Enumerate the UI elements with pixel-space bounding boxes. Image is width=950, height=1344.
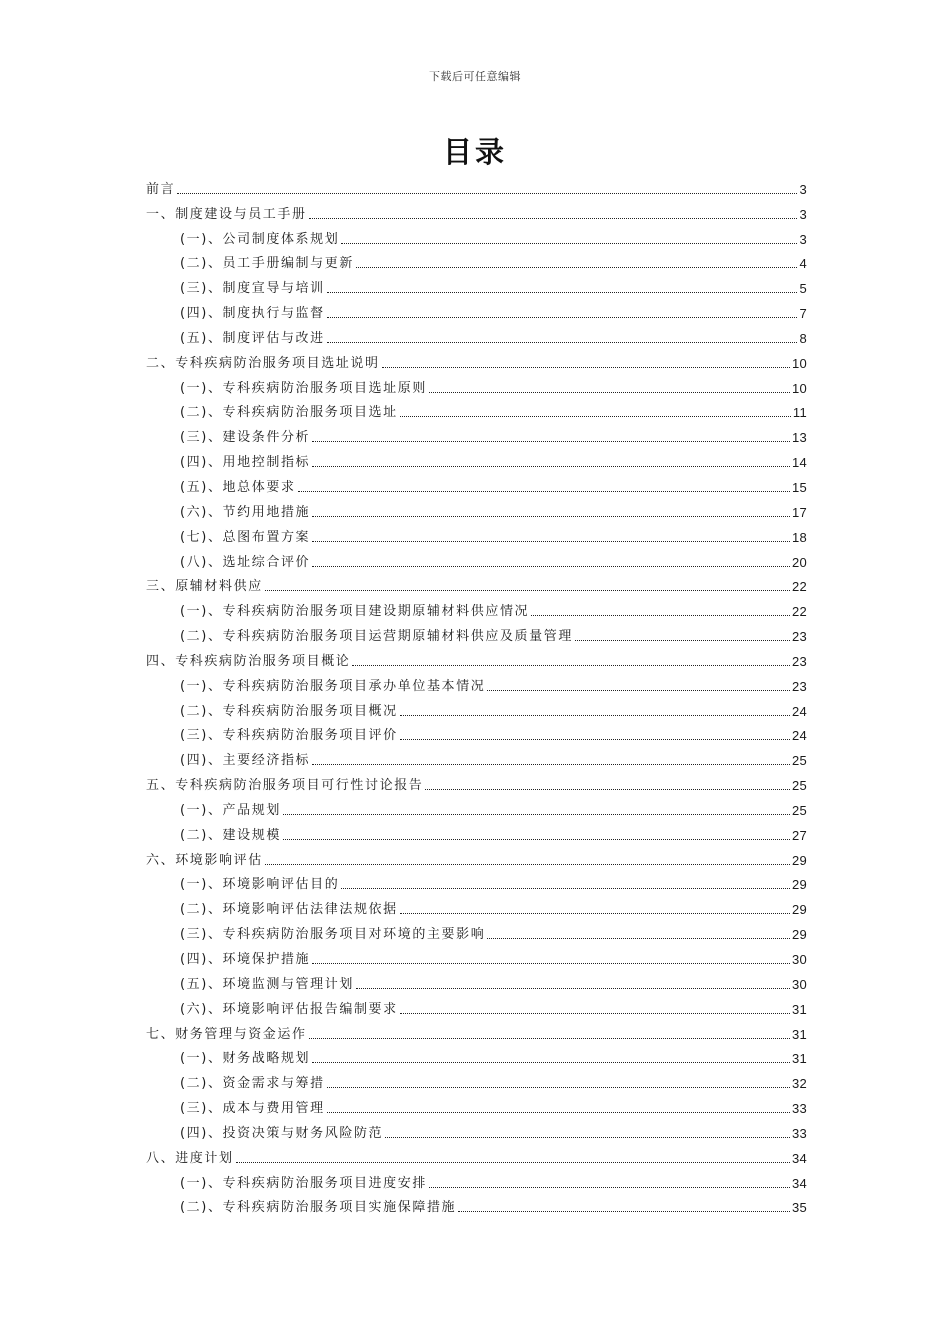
- toc-entry-title: (二)、环境影响评估法律法规依据: [180, 902, 398, 918]
- toc-entry-title: (二)、建设规模: [180, 827, 281, 843]
- toc-page-number: 35: [791, 1200, 807, 1216]
- toc-entry[interactable]: [146, 201, 807, 226]
- toc-entry[interactable]: [146, 747, 807, 772]
- toc-entry-title: 四、专科疾病防治服务项目概论: [146, 653, 351, 669]
- toc-page-number: 10: [791, 355, 807, 371]
- toc-entry[interactable]: [146, 275, 807, 300]
- toc-dot-leader: [298, 491, 790, 492]
- toc-page-number: 30: [791, 952, 807, 967]
- toc-entry-title: (五)、制度评估与改进: [180, 330, 325, 346]
- toc-page-number: 20: [791, 554, 807, 570]
- toc-entry[interactable]: [146, 921, 807, 946]
- toc-entry[interactable]: [146, 400, 807, 425]
- toc-entry-title: (六)、环境影响评估报告编制要求: [180, 1001, 398, 1017]
- toc-page-number: 15: [791, 479, 807, 495]
- toc-page-number: 25: [791, 753, 807, 769]
- toc-entry[interactable]: [146, 847, 807, 872]
- toc-entry[interactable]: [146, 549, 807, 574]
- toc-dot-leader: [385, 1137, 790, 1138]
- toc-page-number: 22: [791, 579, 807, 595]
- toc-entry[interactable]: [146, 648, 807, 673]
- toc-dot-leader: [312, 466, 790, 467]
- toc-entry[interactable]: [146, 1095, 807, 1120]
- toc-dot-leader: [327, 317, 798, 318]
- toc-page-number: 29: [791, 927, 807, 943]
- toc-page-number: 24: [791, 728, 807, 744]
- toc-entry-title: (二)、专科疾病防治服务项目概况: [180, 703, 398, 719]
- toc-dot-leader: [312, 764, 790, 765]
- toc-entry-title: (三)、专科疾病防治服务项目评价: [180, 728, 398, 744]
- toc-dot-leader: [487, 690, 790, 691]
- toc-entry[interactable]: [146, 1021, 807, 1046]
- toc-entry-title: (一)、专科疾病防治服务项目承办单位基本情况: [180, 678, 486, 694]
- toc-page-number: 8: [799, 330, 807, 346]
- toc-dot-leader: [283, 814, 790, 815]
- toc-entry[interactable]: [146, 623, 807, 648]
- toc-entry[interactable]: [146, 698, 807, 723]
- toc-page-number: 33: [791, 1125, 807, 1141]
- toc-entry[interactable]: [146, 673, 807, 698]
- toc-page-number: 13: [791, 430, 807, 446]
- toc-entry-title: (五)、环境监测与管理计划: [180, 976, 354, 992]
- toc-page-number: 22: [791, 604, 807, 620]
- toc-entry[interactable]: [146, 1120, 807, 1145]
- toc-page-number: 29: [791, 902, 807, 918]
- toc-entry-title: 一、制度建设与员工手册: [146, 206, 307, 222]
- toc-entry-title: (二)、专科疾病防治服务项目选址: [180, 405, 398, 421]
- toc-entry[interactable]: [146, 474, 807, 499]
- toc-entry[interactable]: [146, 375, 807, 400]
- toc-entry-title: (七)、总图布置方案: [180, 529, 311, 545]
- toc-entry-title: (三)、成本与费用管理: [180, 1101, 325, 1117]
- toc-page-number: 23: [791, 629, 807, 645]
- toc-page-number: 33: [791, 1101, 807, 1117]
- toc-dot-leader: [400, 739, 790, 740]
- toc-dot-leader: [575, 640, 790, 641]
- toc-entry-title: (四)、投资决策与财务风险防范: [180, 1125, 384, 1141]
- toc-entry-title: (一)、财务战略规划: [180, 1051, 311, 1067]
- toc-entry-title: (四)、用地控制指标: [180, 455, 311, 471]
- toc-entry[interactable]: [146, 325, 807, 350]
- toc-entry-title: (六)、节约用地措施: [180, 504, 311, 520]
- toc-entry[interactable]: [146, 1070, 807, 1095]
- toc-dot-leader: [312, 516, 790, 517]
- toc-dot-leader: [341, 888, 790, 889]
- toc-page-number: 25: [791, 802, 807, 818]
- toc-page-number: 29: [791, 852, 807, 868]
- toc-dot-leader: [312, 963, 790, 964]
- toc-dot-leader: [327, 1112, 790, 1113]
- toc-dot-leader: [265, 864, 790, 865]
- toc-entry-title: (三)、专科疾病防治服务项目对环境的主要影响: [180, 927, 486, 943]
- toc-dot-leader: [487, 938, 790, 939]
- toc-page-number: 23: [791, 678, 807, 694]
- toc-entry[interactable]: [146, 176, 807, 201]
- toc-entry-title: (二)、专科疾病防治服务项目运营期原辅材料供应及质量管理: [180, 629, 573, 645]
- toc-dot-leader: [531, 615, 790, 616]
- toc-dot-leader: [458, 1211, 790, 1212]
- toc-entry-title: 七、财务管理与资金运作: [146, 1026, 307, 1042]
- toc-dot-leader: [327, 292, 798, 293]
- toc-entry[interactable]: [146, 1170, 807, 1195]
- toc-entry-title: (一)、专科疾病防治服务项目进度安排: [180, 1175, 427, 1191]
- toc-entry[interactable]: [146, 424, 807, 449]
- toc-entry-title: 前言: [146, 181, 176, 197]
- table-of-contents: [146, 176, 807, 1219]
- toc-entry[interactable]: [146, 300, 807, 325]
- toc-entry[interactable]: [146, 946, 807, 971]
- toc-entry[interactable]: [146, 226, 807, 251]
- toc-page-number: 24: [791, 703, 807, 719]
- toc-page-number: 11: [792, 405, 807, 421]
- toc-page-number: 14: [791, 455, 807, 471]
- toc-entry-title: (三)、制度宣导与培训: [180, 281, 325, 297]
- toc-page-number: 29: [791, 877, 807, 893]
- toc-page-number: 5: [799, 281, 807, 297]
- toc-entry[interactable]: [146, 872, 807, 897]
- toc-dot-leader: [356, 267, 798, 268]
- toc-entry-title: (一)、产品规划: [180, 802, 281, 818]
- toc-entry-title: (五)、地总体要求: [180, 479, 296, 495]
- toc-entry-title: 六、环境影响评估: [146, 852, 263, 868]
- toc-dot-leader: [425, 789, 790, 790]
- toc-entry[interactable]: [146, 574, 807, 599]
- toc-dot-leader: [283, 839, 790, 840]
- toc-dot-leader: [400, 913, 790, 914]
- toc-entry-title: (二)、专科疾病防治服务项目实施保障措施: [180, 1200, 457, 1216]
- toc-page-number: 18: [791, 529, 807, 545]
- toc-page-number: 10: [791, 380, 807, 396]
- toc-dot-leader: [327, 342, 798, 343]
- toc-dot-leader: [177, 193, 797, 194]
- toc-entry[interactable]: [146, 1145, 807, 1170]
- toc-entry[interactable]: [146, 896, 807, 921]
- toc-page-number: 3: [799, 206, 807, 222]
- toc-entry-title: (四)、环境保护措施: [180, 952, 311, 967]
- toc-entry[interactable]: [146, 822, 807, 847]
- toc-dot-leader: [236, 1162, 790, 1163]
- toc-page-number: 30: [791, 976, 807, 992]
- toc-page-number: 31: [791, 1051, 807, 1067]
- toc-entry-title: (三)、建设条件分析: [180, 430, 311, 446]
- toc-dot-leader: [327, 1087, 790, 1088]
- toc-entry-title: (一)、专科疾病防治服务项目建设期原辅材料供应情况: [180, 604, 530, 620]
- toc-entry-title: (一)、公司制度体系规划: [180, 231, 340, 247]
- toc-page-number: 25: [791, 778, 807, 794]
- toc-entry[interactable]: [146, 772, 807, 797]
- page-title: 目录: [442, 135, 507, 169]
- toc-entry-title: (一)、环境影响评估目的: [180, 877, 340, 893]
- toc-page-number: 17: [791, 504, 807, 520]
- toc-entry[interactable]: [146, 797, 807, 822]
- toc-entry[interactable]: [146, 971, 807, 996]
- toc-page-number: 31: [791, 1026, 807, 1042]
- toc-entry-title: (一)、专科疾病防治服务项目选址原则: [180, 380, 427, 396]
- toc-page-number: 23: [791, 653, 807, 669]
- toc-dot-leader: [309, 1038, 790, 1039]
- toc-entry[interactable]: [146, 723, 807, 748]
- toc-entry-title: (四)、制度执行与监督: [180, 306, 325, 322]
- toc-entry[interactable]: [146, 524, 807, 549]
- toc-dot-leader: [265, 590, 790, 591]
- header-note: 下载后可任意编辑: [429, 70, 521, 83]
- toc-entry[interactable]: [146, 598, 807, 623]
- toc-page-number: 7: [799, 306, 807, 322]
- toc-page-number: 34: [791, 1175, 807, 1191]
- toc-entry[interactable]: [146, 449, 807, 474]
- toc-entry-title: (二)、资金需求与筹措: [180, 1076, 325, 1092]
- toc-page-number: 31: [791, 1001, 807, 1017]
- toc-entry-title: (四)、主要经济指标: [180, 753, 311, 769]
- toc-entry[interactable]: [146, 1046, 807, 1071]
- toc-entry[interactable]: [146, 350, 807, 375]
- toc-page-number: 4: [799, 256, 807, 272]
- toc-entry-title: 三、原辅材料供应: [146, 579, 263, 595]
- toc-dot-leader: [382, 367, 790, 368]
- toc-entry[interactable]: [146, 1195, 807, 1220]
- toc-dot-leader: [312, 566, 790, 567]
- toc-entry[interactable]: [146, 499, 807, 524]
- toc-page-number: 3: [799, 181, 807, 197]
- toc-dot-leader: [309, 218, 798, 219]
- toc-entry[interactable]: [146, 251, 807, 276]
- toc-dot-leader: [352, 665, 790, 666]
- toc-page-number: 3: [799, 231, 807, 247]
- toc-page-number: 34: [791, 1150, 807, 1166]
- toc-dot-leader: [400, 416, 791, 417]
- toc-dot-leader: [429, 1187, 790, 1188]
- toc-entry-title: (二)、员工手册编制与更新: [180, 256, 354, 272]
- toc-dot-leader: [400, 1013, 790, 1014]
- toc-dot-leader: [312, 541, 790, 542]
- toc-page-number: 32: [791, 1076, 807, 1092]
- toc-entry-title: (八)、选址综合评价: [180, 554, 311, 570]
- toc-dot-leader: [429, 392, 790, 393]
- toc-dot-leader: [356, 988, 790, 989]
- toc-entry[interactable]: [146, 996, 807, 1021]
- toc-entry-title: 二、专科疾病防治服务项目选址说明: [146, 355, 380, 371]
- toc-entry-title: 八、进度计划: [146, 1150, 234, 1166]
- toc-dot-leader: [312, 1062, 790, 1063]
- toc-entry-title: 五、专科疾病防治服务项目可行性讨论报告: [146, 778, 424, 794]
- toc-dot-leader: [341, 243, 797, 244]
- toc-dot-leader: [400, 715, 790, 716]
- toc-page-number: 27: [791, 827, 807, 843]
- toc-dot-leader: [312, 441, 790, 442]
